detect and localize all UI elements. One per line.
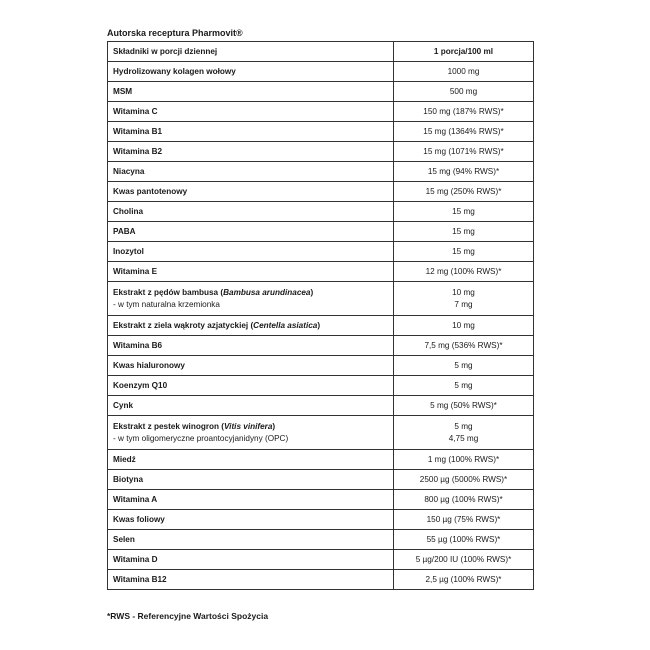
table-row (108, 570, 534, 590)
table-row (108, 490, 534, 510)
ingredient-name: PABA (108, 222, 394, 242)
ingredient-value: 15 mg (394, 202, 534, 222)
table-row (108, 336, 534, 356)
ingredient-name-cell: Ekstrakt z ziela wąkroty azjatyckiej (Centella asiatica) (108, 316, 394, 336)
table-row (108, 122, 534, 142)
table-row (108, 242, 534, 262)
table-row (108, 142, 534, 162)
table-row (108, 182, 534, 202)
ingredient-value: 15 mg (394, 222, 534, 242)
ingredient-subline: - w tym oligomeryczne proantocyjanidyny (OPC) (113, 433, 289, 443)
table-row (108, 396, 534, 416)
ingredient-value: 5 mg (454, 421, 473, 431)
ingredient-value: 15 mg (94% RWS)* (394, 162, 534, 182)
ingredient-value: 5 mg (394, 376, 534, 396)
table-row (108, 222, 534, 242)
ingredient-name: Witamina C (108, 102, 394, 122)
ingredient-value: 55 µg (100% RWS)* (394, 530, 534, 550)
ingredient-name: Witamina E (108, 262, 394, 282)
ingredient-value: 150 µg (75% RWS)* (394, 510, 534, 530)
latin-name: Centella asiatica (253, 320, 318, 330)
table-row (108, 416, 534, 450)
ingredient-value: 2500 µg (5000% RWS)* (394, 470, 534, 490)
ingredient-name: Cholina (108, 202, 394, 222)
ingredient-name: Kwas pantotenowy (108, 182, 394, 202)
ingredient-name: Witamina B1 (108, 122, 394, 142)
ingredient-name: Witamina B2 (108, 142, 394, 162)
ingredient-value: 10 mg (452, 287, 475, 297)
ingredient-value: 1000 mg (394, 62, 534, 82)
ingredient-value: 5 µg/200 IU (100% RWS)* (394, 550, 534, 570)
ingredient-subvalue: 7 mg (454, 299, 473, 309)
ingredient-name: Witamina B6 (108, 336, 394, 356)
ingredient-name: Kwas foliowy (108, 510, 394, 530)
header-portion: 1 porcja/100 ml (394, 42, 534, 62)
ingredient-name: Selen (108, 530, 394, 550)
ingredient-value: 15 mg (1364% RWS)* (394, 122, 534, 142)
table-row (108, 356, 534, 376)
table-row (108, 550, 534, 570)
ingredient-value: 15 mg (1071% RWS)* (394, 142, 534, 162)
ingredient-name: Cynk (108, 396, 394, 416)
ingredient-value: 800 µg (100% RWS)* (394, 490, 534, 510)
ingredient-name: Ekstrakt z pędów bambusa (Bambusa arundinacea) (113, 287, 314, 297)
table-row (108, 262, 534, 282)
ingredient-value-cell (394, 416, 534, 450)
latin-name: Vitis vinifera (224, 421, 273, 431)
ingredient-value: 1 mg (100% RWS)* (394, 450, 534, 470)
ingredient-value: 5 mg (50% RWS)* (394, 396, 534, 416)
ingredient-name: Ekstrakt z pestek winogron (Vitis vinifera) (113, 421, 276, 431)
table-row (108, 530, 534, 550)
ingredient-name: Miedź (108, 450, 394, 470)
ingredient-value-cell (394, 282, 534, 316)
page-title: Autorska receptura Pharmovit® (107, 28, 243, 38)
ingredients-table (107, 41, 534, 590)
ingredient-name: MSM (108, 82, 394, 102)
ingredient-value: 10 mg (394, 316, 534, 336)
table-row (108, 510, 534, 530)
ingredient-value: 150 mg (187% RWS)* (394, 102, 534, 122)
ingredient-name-cell (108, 282, 394, 316)
table-header-row (108, 42, 534, 62)
latin-name: Bambusa arundinacea (223, 287, 311, 297)
ingredient-name: Witamina B12 (108, 570, 394, 590)
ingredient-value: 5 mg (394, 356, 534, 376)
ingredient-name: Witamina D (108, 550, 394, 570)
footnote: *RWS - Referencyjne Wartości Spożycia (107, 611, 269, 621)
table-row (108, 62, 534, 82)
ingredient-name: Niacyna (108, 162, 394, 182)
table-row (108, 450, 534, 470)
table-row (108, 376, 534, 396)
ingredient-subvalue: 4,75 mg (448, 433, 479, 443)
table-row (108, 282, 534, 316)
ingredient-name: Inozytol (108, 242, 394, 262)
table-row (108, 470, 534, 490)
header-ingredients: Składniki w porcji dziennej (108, 42, 394, 62)
ingredient-value: 15 mg (394, 242, 534, 262)
table-row (108, 102, 534, 122)
ingredient-value: 12 mg (100% RWS)* (394, 262, 534, 282)
ingredient-subline: - w tym naturalna krzemionka (113, 299, 220, 309)
table-row (108, 202, 534, 222)
ingredient-name: Witamina A (108, 490, 394, 510)
ingredient-name: Koenzym Q10 (108, 376, 394, 396)
ingredient-name: Hydrolizowany kolagen wołowy (108, 62, 394, 82)
table-row (108, 316, 534, 336)
table-row (108, 82, 534, 102)
ingredient-value: 7,5 mg (536% RWS)* (394, 336, 534, 356)
ingredient-value: 2,5 µg (100% RWS)* (394, 570, 534, 590)
ingredient-name: Kwas hialuronowy (108, 356, 394, 376)
ingredient-value: 15 mg (250% RWS)* (394, 182, 534, 202)
table-row (108, 162, 534, 182)
ingredient-name: Biotyna (108, 470, 394, 490)
ingredient-name-cell (108, 416, 394, 450)
ingredient-value: 500 mg (394, 82, 534, 102)
